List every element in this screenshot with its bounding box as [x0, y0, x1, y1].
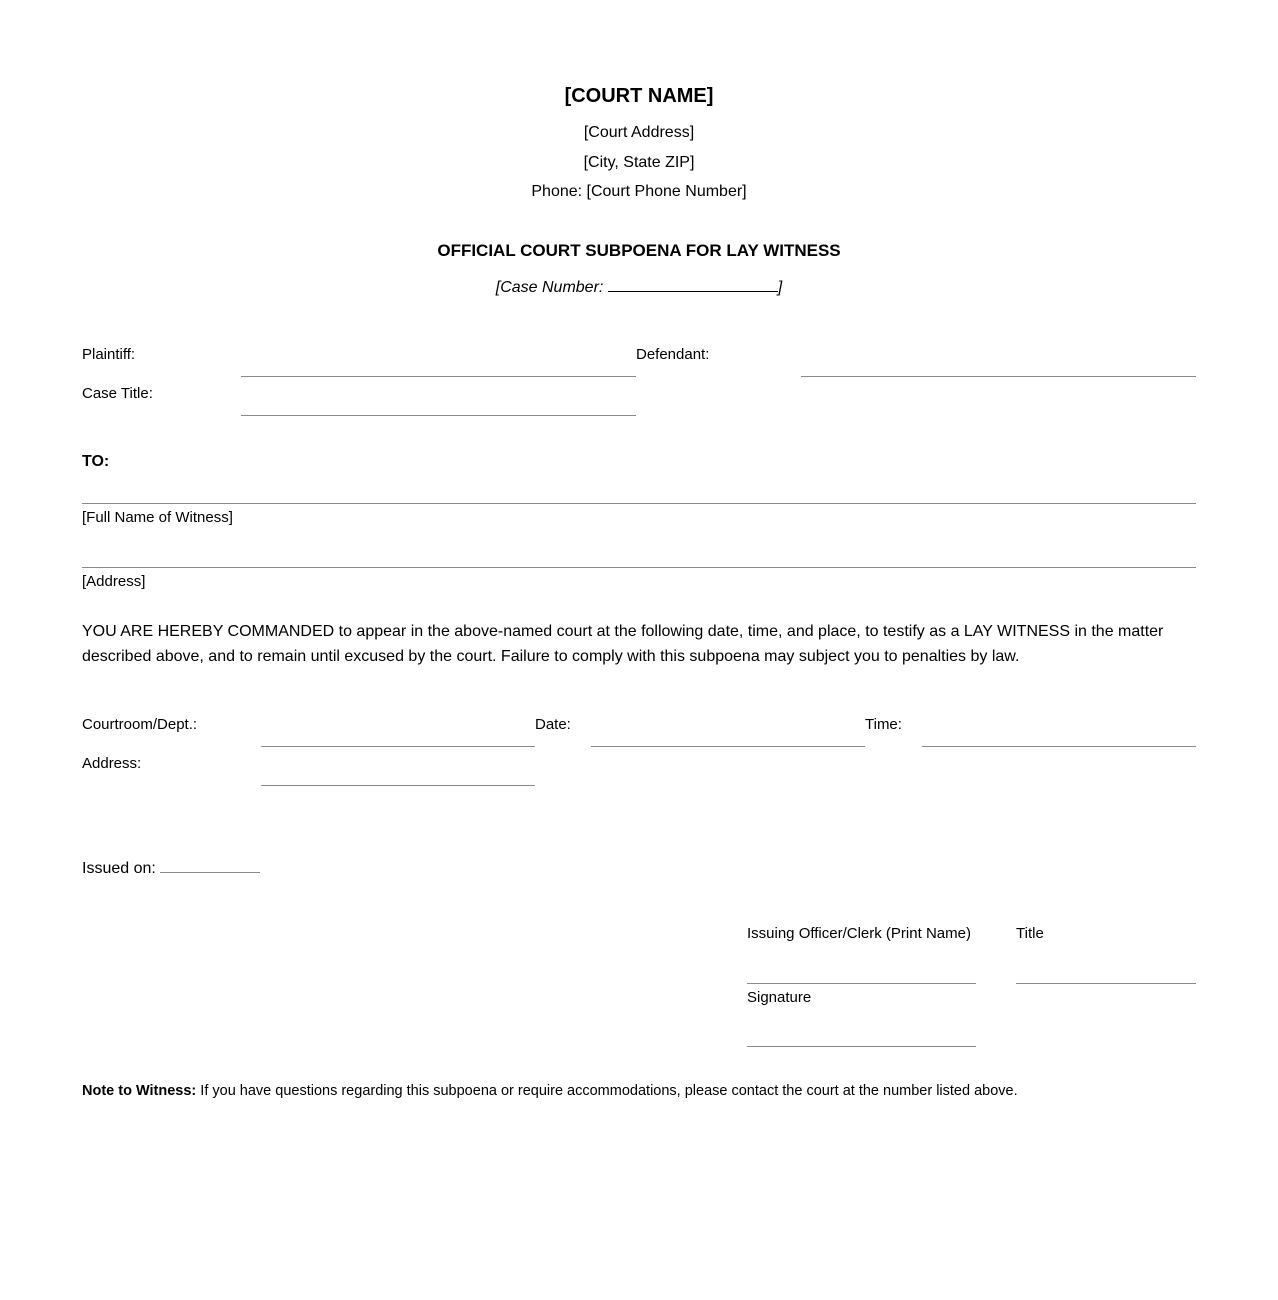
courtroom-field[interactable]: [261, 746, 535, 747]
appearance-address-field[interactable]: [261, 785, 535, 786]
case-number-suffix: ]: [777, 279, 783, 296]
case-title-label: Case Title:: [82, 385, 153, 402]
witness-address-field[interactable]: [82, 567, 1196, 568]
issued-on-field[interactable]: [160, 872, 260, 873]
time-label: Time:: [865, 716, 902, 733]
case-number-blank[interactable]: [608, 277, 778, 292]
defendant-label: Defendant:: [636, 346, 710, 363]
document-title: OFFICIAL COURT SUBPOENA FOR LAY WITNESS: [437, 241, 841, 260]
note-to-witness-text: If you have questions regarding this subpoena or require accommodations, please contact the court at the number listed above.: [196, 1083, 1018, 1099]
witness-name-caption: [Full Name of Witness]: [82, 509, 233, 526]
signature-label: Signature: [747, 989, 812, 1006]
issued-on-label: Issued on:: [82, 860, 156, 877]
court-city-state-zip: [City, State ZIP]: [583, 154, 695, 171]
officer-name-label: Issuing Officer/Clerk (Print Name): [747, 925, 971, 942]
plaintiff-label: Plaintiff:: [82, 346, 136, 363]
date-field[interactable]: [591, 746, 865, 747]
to-label: TO:: [82, 453, 110, 470]
defendant-field[interactable]: [801, 376, 1196, 377]
witness-address-caption: [Address]: [82, 573, 146, 590]
case-number: [0, 277, 1278, 297]
officer-name-field[interactable]: [747, 983, 976, 984]
plaintiff-field[interactable]: [241, 376, 636, 377]
command-paragraph: YOU ARE HEREBY COMMANDED to appear in the above-named court at the following date, time, and place, to testify as a LAY WITNESS in the matter described above, and to remain until excused by the court. Failure to comply with this subpoena may subject you to penalties by law.: [82, 623, 1164, 665]
courtroom-label: Courtroom/Dept.:: [82, 716, 198, 733]
case-title-field[interactable]: [241, 415, 636, 416]
court-name: [COURT NAME]: [564, 85, 714, 107]
officer-title-label: Title: [1016, 925, 1044, 942]
appearance-address-label: Address:: [82, 755, 142, 772]
court-address: [Court Address]: [583, 124, 695, 141]
time-field[interactable]: [922, 746, 1196, 747]
case-number-prefix: [Case Number:: [495, 279, 608, 296]
officer-title-field[interactable]: [1016, 983, 1196, 984]
note-to-witness-heading: Note to Witness:: [82, 1083, 197, 1099]
date-label: Date:: [535, 716, 571, 733]
witness-name-field[interactable]: [82, 503, 1196, 504]
note-to-witness: [82, 1083, 1018, 1099]
signature-field[interactable]: [747, 1046, 976, 1047]
court-phone: Phone: [Court Phone Number]: [531, 183, 747, 200]
